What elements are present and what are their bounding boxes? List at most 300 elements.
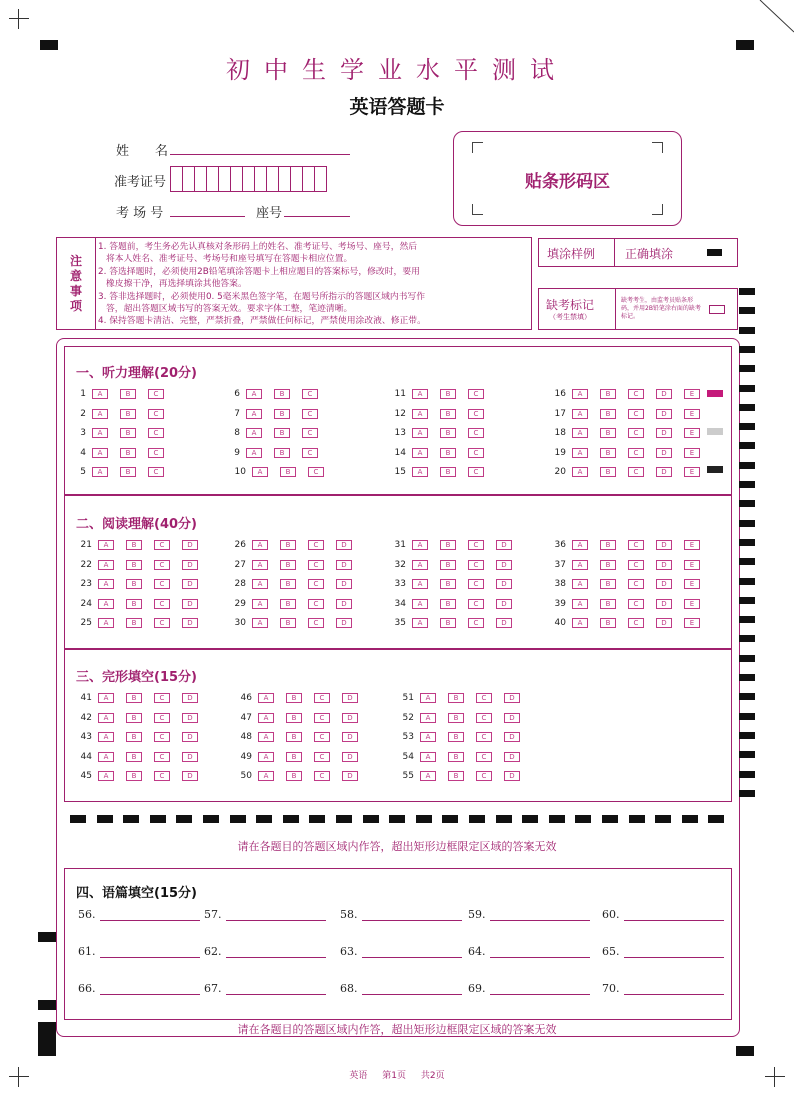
answer-bubble[interactable]: C: [476, 732, 492, 742]
answer-bubble[interactable]: C: [468, 409, 484, 419]
answer-bubble[interactable]: E: [684, 618, 700, 628]
answer-bubble[interactable]: C: [628, 560, 644, 570]
answer-bubble[interactable]: E: [684, 467, 700, 477]
answer-bubble[interactable]: B: [440, 428, 456, 438]
question-row: [550, 559, 712, 571]
answer-bubble[interactable]: B: [600, 618, 616, 628]
answer-bubble[interactable]: A: [98, 579, 114, 589]
answer-bubble[interactable]: B: [280, 618, 296, 628]
position-block: [736, 1046, 754, 1056]
answer-bubble[interactable]: A: [98, 732, 114, 742]
answer-bubble[interactable]: D: [656, 560, 672, 570]
fill-blank-line[interactable]: [624, 908, 724, 921]
answer-bubble[interactable]: A: [98, 618, 114, 628]
exam-id-digit-cell[interactable]: [314, 166, 327, 192]
timing-mark: [739, 404, 755, 411]
question-row: [76, 539, 210, 551]
answer-bubble[interactable]: C: [314, 732, 330, 742]
answer-bubble[interactable]: C: [314, 693, 330, 703]
fill-blank-line[interactable]: [490, 945, 590, 958]
answer-bubble[interactable]: A: [98, 771, 114, 781]
answer-bubble[interactable]: D: [182, 618, 198, 628]
question-row: [236, 731, 370, 743]
question-row: [230, 447, 330, 459]
section-title-cloze: 三、完形填空(15分): [76, 670, 197, 685]
answer-bubble[interactable]: C: [154, 771, 170, 781]
answer-bubble[interactable]: E: [684, 389, 700, 399]
answer-bubble[interactable]: A: [572, 560, 588, 570]
answer-bubble[interactable]: D: [656, 448, 672, 458]
answer-bubble[interactable]: A: [98, 560, 114, 570]
question-row: [76, 466, 176, 478]
fill-blank-line[interactable]: [362, 982, 462, 995]
answer-bubble[interactable]: A: [412, 409, 428, 419]
answer-bubble[interactable]: A: [420, 713, 436, 723]
answer-bubble[interactable]: B: [600, 428, 616, 438]
answer-bubble[interactable]: D: [182, 771, 198, 781]
answer-bubble[interactable]: A: [98, 693, 114, 703]
answer-bubble[interactable]: C: [154, 693, 170, 703]
answer-bubble[interactable]: D: [504, 693, 520, 703]
question-row: [76, 427, 176, 439]
timing-mark: [739, 481, 755, 488]
answer-bubble[interactable]: B: [600, 467, 616, 477]
answer-bubble[interactable]: B: [600, 579, 616, 589]
answer-bubble[interactable]: A: [420, 752, 436, 762]
answer-bubble[interactable]: A: [412, 618, 428, 628]
fill-blank-item: [340, 982, 462, 995]
answer-bubble[interactable]: B: [440, 448, 456, 458]
answer-bubble[interactable]: A: [572, 599, 588, 609]
answer-bubble[interactable]: D: [342, 752, 358, 762]
answer-bubble[interactable]: E: [684, 579, 700, 589]
answer-bubble[interactable]: D: [656, 579, 672, 589]
answer-bubble[interactable]: C: [314, 752, 330, 762]
answer-bubble[interactable]: C: [468, 579, 484, 589]
answer-bubble[interactable]: B: [274, 448, 290, 458]
answer-bubble[interactable]: A: [572, 540, 588, 550]
answer-bubble[interactable]: D: [496, 579, 512, 589]
fill-blank-line[interactable]: [624, 945, 724, 958]
answer-bubble[interactable]: B: [280, 467, 296, 477]
answer-bubble[interactable]: C: [468, 560, 484, 570]
answer-bubble[interactable]: A: [246, 389, 262, 399]
question-row: [230, 578, 364, 590]
answer-bubble[interactable]: B: [286, 693, 302, 703]
answer-bubble[interactable]: D: [504, 771, 520, 781]
timing-mark: [97, 815, 113, 823]
fill-blank-number: 58.: [340, 908, 358, 921]
answer-bubble[interactable]: A: [246, 428, 262, 438]
timing-mark: [682, 815, 698, 823]
answer-bubble[interactable]: D: [496, 599, 512, 609]
answer-bubble[interactable]: A: [98, 540, 114, 550]
answer-bubble[interactable]: D: [182, 693, 198, 703]
answer-bubble[interactable]: C: [628, 540, 644, 550]
answer-bubble[interactable]: E: [684, 428, 700, 438]
answer-bubble[interactable]: B: [440, 579, 456, 589]
answer-bubble[interactable]: A: [252, 599, 268, 609]
answer-bubble[interactable]: A: [258, 771, 274, 781]
answer-bubble[interactable]: D: [496, 618, 512, 628]
question-number: 7: [234, 408, 240, 419]
answer-bubble[interactable]: C: [154, 713, 170, 723]
answer-bubble[interactable]: B: [120, 409, 136, 419]
answer-bubble[interactable]: B: [286, 752, 302, 762]
question-row: [76, 712, 210, 724]
answer-bubble[interactable]: D: [342, 732, 358, 742]
absent-checkbox[interactable]: [709, 305, 725, 314]
answer-bubble[interactable]: B: [126, 579, 142, 589]
notice-heading-char: 注: [69, 253, 82, 268]
answer-bubble[interactable]: C: [148, 448, 164, 458]
answer-bubble[interactable]: A: [412, 579, 428, 589]
name-field[interactable]: [170, 140, 350, 155]
answer-bubble[interactable]: C: [476, 771, 492, 781]
footer-subject: 英语: [349, 1071, 368, 1081]
calibration-mark: [707, 466, 723, 473]
question-number: 23: [80, 579, 92, 589]
answer-bubble[interactable]: A: [572, 618, 588, 628]
answer-bubble[interactable]: C: [148, 467, 164, 477]
answer-bubble[interactable]: A: [412, 599, 428, 609]
question-row: [390, 539, 524, 551]
answer-bubble[interactable]: A: [98, 752, 114, 762]
question-row: [390, 466, 496, 478]
answer-bubble[interactable]: B: [280, 540, 296, 550]
fill-blank-line[interactable]: [490, 982, 590, 995]
answer-bubble[interactable]: D: [182, 579, 198, 589]
answer-bubble[interactable]: A: [420, 732, 436, 742]
answer-bubble[interactable]: D: [496, 540, 512, 550]
timing-mark: [469, 815, 485, 823]
answer-bubble[interactable]: B: [600, 448, 616, 458]
answer-bubble[interactable]: A: [412, 389, 428, 399]
answer-bubble[interactable]: A: [572, 579, 588, 589]
answer-bubble[interactable]: B: [120, 428, 136, 438]
answer-bubble[interactable]: B: [600, 409, 616, 419]
answer-bubble[interactable]: E: [684, 540, 700, 550]
timing-mark: [739, 635, 755, 642]
notice-line: 2. 答选择题时，必须使用2B铅笔填涂答题卡上相应题目的答案标号，修改时，要用: [98, 266, 420, 277]
position-block: [40, 40, 58, 50]
answer-bubble[interactable]: C: [148, 428, 164, 438]
answer-bubble[interactable]: C: [308, 467, 324, 477]
answer-bubble[interactable]: D: [182, 599, 198, 609]
timing-mark: [363, 815, 379, 823]
answer-bubble[interactable]: D: [336, 618, 352, 628]
answer-bubble[interactable]: B: [126, 713, 142, 723]
question-number: 12: [394, 408, 406, 419]
answer-bubble[interactable]: D: [182, 713, 198, 723]
answer-bubble[interactable]: A: [258, 732, 274, 742]
answer-bubble[interactable]: B: [448, 693, 464, 703]
answer-bubble[interactable]: A: [252, 579, 268, 589]
answer-bubble[interactable]: D: [656, 389, 672, 399]
question-number: 34: [394, 598, 406, 609]
timing-mark: [739, 462, 755, 469]
answer-bubble[interactable]: C: [468, 540, 484, 550]
answer-bubble[interactable]: C: [308, 579, 324, 589]
answer-bubble[interactable]: A: [572, 448, 588, 458]
answer-bubble[interactable]: B: [280, 599, 296, 609]
answer-bubble[interactable]: B: [126, 599, 142, 609]
answer-bubble[interactable]: B: [440, 618, 456, 628]
answer-bubble[interactable]: B: [600, 560, 616, 570]
answer-bubble[interactable]: C: [154, 579, 170, 589]
fill-blank-line[interactable]: [100, 982, 200, 995]
fill-blank-line[interactable]: [362, 945, 462, 958]
answer-bubble[interactable]: B: [440, 409, 456, 419]
answer-bubble[interactable]: B: [274, 428, 290, 438]
answer-bubble[interactable]: B: [126, 618, 142, 628]
answer-bubble[interactable]: C: [314, 713, 330, 723]
notice-line: 将本人姓名、准考证号、考场号和座号填写在答题卡相应位置。: [106, 254, 353, 265]
answer-bubble[interactable]: C: [468, 599, 484, 609]
answer-bubble[interactable]: B: [440, 560, 456, 570]
question-number: 45: [80, 771, 92, 781]
answer-bubble[interactable]: B: [126, 771, 142, 781]
answer-bubble[interactable]: D: [504, 732, 520, 742]
answer-bubble[interactable]: C: [628, 467, 644, 477]
answer-bubble[interactable]: C: [468, 618, 484, 628]
corner-cut-mark: [750, 0, 794, 40]
answer-bubble[interactable]: B: [448, 752, 464, 762]
answer-bubble[interactable]: E: [684, 448, 700, 458]
answer-bubble[interactable]: A: [412, 560, 428, 570]
question-row: [76, 447, 176, 459]
notice-line: 1. 答题前，考生务必先认真核对条形码上的姓名、准考证号、考场号、座号，然后: [98, 242, 418, 252]
question-number: 55: [402, 771, 414, 781]
answer-bubble[interactable]: C: [154, 540, 170, 550]
answer-bubble[interactable]: B: [120, 467, 136, 477]
answer-bubble[interactable]: D: [182, 732, 198, 742]
answer-bubble[interactable]: D: [182, 540, 198, 550]
answer-bubble[interactable]: C: [628, 579, 644, 589]
answer-bubble[interactable]: A: [92, 389, 108, 399]
answer-bubble[interactable]: A: [412, 467, 428, 477]
timing-mark: [739, 539, 755, 546]
answer-bubble[interactable]: C: [628, 599, 644, 609]
answer-bubble[interactable]: C: [302, 409, 318, 419]
answer-bubble[interactable]: B: [120, 448, 136, 458]
question-number: 9: [234, 447, 240, 458]
answer-bubble[interactable]: B: [440, 467, 456, 477]
answer-bubble[interactable]: A: [572, 428, 588, 438]
answer-bubble[interactable]: C: [468, 448, 484, 458]
answer-bubble[interactable]: A: [98, 599, 114, 609]
fill-blank-item: [602, 945, 724, 958]
answer-bubble[interactable]: A: [420, 771, 436, 781]
answer-bubble[interactable]: C: [476, 693, 492, 703]
question-number: 51: [402, 693, 414, 703]
answer-bubble[interactable]: A: [258, 693, 274, 703]
question-row: [550, 447, 712, 459]
answer-bubble[interactable]: A: [246, 409, 262, 419]
answer-bubble[interactable]: A: [98, 713, 114, 723]
answer-bubble[interactable]: A: [92, 467, 108, 477]
timing-mark: [739, 423, 755, 430]
answer-bubble[interactable]: C: [302, 448, 318, 458]
timing-mark: [150, 815, 166, 823]
answer-bubble[interactable]: B: [274, 409, 290, 419]
answer-bubble[interactable]: A: [258, 713, 274, 723]
answer-bubble[interactable]: B: [440, 599, 456, 609]
answer-bubble[interactable]: A: [92, 409, 108, 419]
section-title-reading: 二、阅读理解(40分): [76, 517, 197, 532]
answer-bubble[interactable]: B: [600, 389, 616, 399]
fill-blank-line[interactable]: [226, 982, 326, 995]
answer-bubble[interactable]: B: [126, 693, 142, 703]
fill-blank-line[interactable]: [100, 945, 200, 958]
answer-bubble[interactable]: B: [126, 752, 142, 762]
answer-bubble[interactable]: C: [154, 599, 170, 609]
answer-bubble[interactable]: A: [252, 560, 268, 570]
answer-bubble[interactable]: B: [448, 771, 464, 781]
answer-bubble[interactable]: D: [504, 713, 520, 723]
answer-bubble[interactable]: D: [656, 409, 672, 419]
answer-bubble[interactable]: A: [412, 448, 428, 458]
question-number: 54: [402, 751, 414, 762]
answer-bubble[interactable]: C: [308, 540, 324, 550]
answer-bubble[interactable]: C: [302, 428, 318, 438]
answer-bubble[interactable]: C: [628, 428, 644, 438]
answer-bubble[interactable]: A: [92, 428, 108, 438]
answer-bubble[interactable]: A: [412, 540, 428, 550]
answer-bubble[interactable]: B: [120, 389, 136, 399]
answer-bubble[interactable]: C: [148, 409, 164, 419]
answer-bubble[interactable]: D: [504, 752, 520, 762]
question-row: [230, 408, 330, 420]
answer-bubble[interactable]: C: [468, 428, 484, 438]
question-row: [390, 578, 524, 590]
answer-bubble[interactable]: A: [92, 448, 108, 458]
answer-bubble[interactable]: B: [440, 540, 456, 550]
answer-bubble[interactable]: D: [656, 428, 672, 438]
question-row: [230, 539, 364, 551]
answer-bubble[interactable]: D: [496, 560, 512, 570]
answer-bubble[interactable]: B: [126, 540, 142, 550]
answer-bubble[interactable]: A: [252, 618, 268, 628]
answer-bubble[interactable]: C: [476, 752, 492, 762]
question-number: 39: [554, 598, 566, 609]
answer-bubble[interactable]: D: [342, 713, 358, 723]
fill-blank-number: 63.: [340, 945, 358, 958]
answer-bubble[interactable]: C: [308, 599, 324, 609]
answer-bubble[interactable]: C: [628, 389, 644, 399]
question-row: [398, 751, 532, 763]
question-row: [76, 559, 210, 571]
answer-bubble[interactable]: C: [308, 618, 324, 628]
answer-bubble[interactable]: A: [420, 693, 436, 703]
answer-bubble[interactable]: B: [126, 560, 142, 570]
fill-blank-number: 70.: [602, 982, 620, 995]
answer-bubble[interactable]: A: [572, 409, 588, 419]
fill-blank-line[interactable]: [362, 908, 462, 921]
answer-bubble[interactable]: E: [684, 409, 700, 419]
answer-bubble[interactable]: E: [684, 560, 700, 570]
question-number: 15: [394, 467, 406, 477]
answer-bubble[interactable]: D: [342, 693, 358, 703]
fill-blank-line[interactable]: [490, 908, 590, 921]
timing-mark: [739, 288, 755, 295]
seat-field[interactable]: [284, 202, 350, 217]
fill-blank-item: [468, 908, 590, 921]
fill-blank-line[interactable]: [624, 982, 724, 995]
fill-blank-line[interactable]: [226, 945, 326, 958]
answer-bubble[interactable]: A: [412, 428, 428, 438]
answer-bubble[interactable]: D: [656, 618, 672, 628]
answer-bubble[interactable]: B: [286, 713, 302, 723]
answer-bubble[interactable]: D: [656, 599, 672, 609]
answer-bubble[interactable]: B: [280, 560, 296, 570]
answer-bubble[interactable]: A: [258, 752, 274, 762]
answer-bubble[interactable]: C: [154, 560, 170, 570]
answer-bubble[interactable]: D: [182, 560, 198, 570]
exam-id-field[interactable]: [170, 166, 326, 192]
timing-mark: [203, 815, 219, 823]
answer-bubble[interactable]: C: [314, 771, 330, 781]
answer-bubble[interactable]: B: [286, 732, 302, 742]
answer-bubble[interactable]: C: [476, 713, 492, 723]
answer-bubble[interactable]: B: [286, 771, 302, 781]
answer-bubble[interactable]: C: [154, 618, 170, 628]
answer-bubble[interactable]: A: [572, 389, 588, 399]
question-number: 20: [554, 467, 566, 477]
answer-bubble[interactable]: D: [336, 579, 352, 589]
answer-bubble[interactable]: E: [684, 599, 700, 609]
answer-bubble[interactable]: D: [656, 467, 672, 477]
fill-blank-line[interactable]: [100, 908, 200, 921]
answer-bubble[interactable]: D: [342, 771, 358, 781]
answer-bubble[interactable]: B: [274, 389, 290, 399]
answer-bubble[interactable]: B: [126, 732, 142, 742]
answer-bubble[interactable]: B: [600, 599, 616, 609]
answer-bubble[interactable]: B: [448, 713, 464, 723]
answer-bubble[interactable]: B: [440, 389, 456, 399]
answer-bubble[interactable]: D: [656, 540, 672, 550]
answer-bubble[interactable]: B: [280, 579, 296, 589]
answer-bubble[interactable]: C: [628, 618, 644, 628]
timing-mark: [739, 674, 755, 681]
answer-bubble[interactable]: A: [252, 467, 268, 477]
answer-bubble[interactable]: C: [154, 752, 170, 762]
answer-bubble[interactable]: A: [252, 540, 268, 550]
answer-bubble[interactable]: C: [308, 560, 324, 570]
answer-bubble[interactable]: A: [572, 467, 588, 477]
question-row: [76, 617, 210, 629]
answer-bubble[interactable]: D: [182, 752, 198, 762]
timing-mark: [70, 815, 86, 823]
answer-bubble[interactable]: C: [468, 467, 484, 477]
answer-bubble[interactable]: A: [246, 448, 262, 458]
answer-bubble[interactable]: D: [336, 560, 352, 570]
fill-blank-line[interactable]: [226, 908, 326, 921]
answer-bubble[interactable]: D: [336, 599, 352, 609]
answer-bubble[interactable]: D: [336, 540, 352, 550]
fill-blank-item: [78, 945, 200, 958]
answer-bubble[interactable]: C: [628, 409, 644, 419]
timing-mark: [739, 442, 755, 449]
answer-bubble[interactable]: C: [154, 732, 170, 742]
answer-bubble[interactable]: B: [600, 540, 616, 550]
answer-bubble[interactable]: C: [302, 389, 318, 399]
room-field[interactable]: [170, 202, 245, 217]
answer-bubble[interactable]: C: [148, 389, 164, 399]
answer-bubble[interactable]: B: [448, 732, 464, 742]
answer-bubble[interactable]: C: [468, 389, 484, 399]
answer-bubble[interactable]: C: [628, 448, 644, 458]
